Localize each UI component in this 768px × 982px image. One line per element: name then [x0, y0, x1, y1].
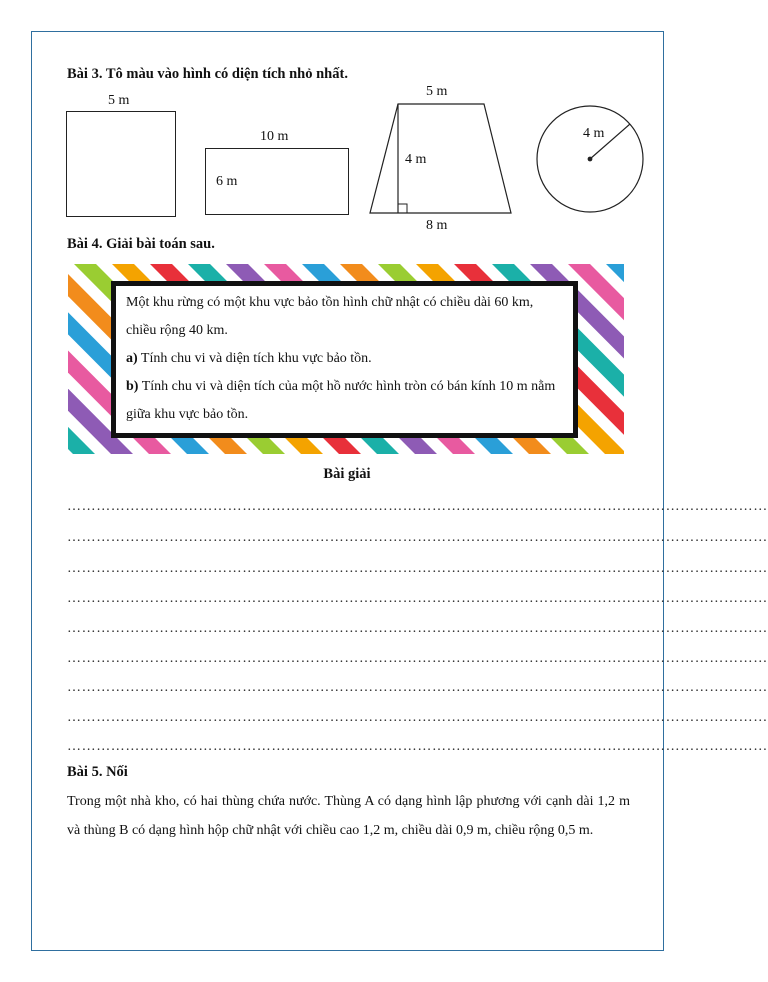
part-b-text: Tính chu vi và diện tích của một hồ nước hình tròn có bán kính 10 m nằm giữa khu vực bảo tồn.: [126, 379, 556, 422]
answer-line-2[interactable]: ………………………………………………………………………………………………………………………………: [67, 530, 768, 545]
rect-width-label: 10 m: [260, 129, 289, 144]
square-shape[interactable]: [66, 111, 176, 217]
circle-shape[interactable]: [535, 104, 645, 214]
bai5-paragraph: Trong một nhà kho, có hai thùng chứa nước. Thùng A có dạng hình lập phương với cạnh dài 1,2 m và thùng B có dạng hình hộp chữ nhật với chiều cao 1,2 m, chiều dài 0,9 m, chiều rộng 0,5 m.: [67, 794, 630, 838]
problem-box: [111, 281, 578, 438]
part-b-prefix: b): [126, 379, 139, 394]
trap-top-label: 5 m: [426, 84, 448, 99]
trap-bottom-label: 8 m: [426, 218, 448, 233]
circle-radius-label: 4 m: [583, 126, 605, 141]
square-side-label: 5 m: [108, 93, 130, 108]
stripe: [0, 264, 19, 454]
answer-line-8[interactable]: ………………………………………………………………………………………………………………………………: [67, 710, 768, 725]
stripe: [758, 264, 768, 454]
part-a-text: Tính chu vi và diện tích khu vực bảo tồn.: [137, 351, 372, 366]
answer-line-4[interactable]: ………………………………………………………………………………………………………………………………: [67, 591, 768, 606]
answer-line-9[interactable]: ………………………………………………………………………………………………………………………………: [67, 739, 768, 754]
problem-statement: Một khu rừng có một khu vực bảo tồn hình chữ nhật có chiều dài 60 km, chiều rộng 40 km.: [126, 295, 534, 338]
answer-line-5[interactable]: ………………………………………………………………………………………………………………………………: [67, 621, 768, 636]
bai3-title: Bài 3. Tô màu vào hình có diện tích nhỏ nhất.: [67, 66, 348, 82]
rect-height-label: 6 m: [216, 174, 238, 189]
trapezoid-shape[interactable]: [368, 102, 514, 216]
solution-heading: Bài giải: [323, 466, 371, 482]
answer-line-6[interactable]: ………………………………………………………………………………………………………………………………: [67, 651, 768, 666]
part-a-prefix: a): [126, 351, 138, 366]
answer-line-1[interactable]: ………………………………………………………………………………………………………………………………: [67, 499, 768, 514]
part-a: [126, 345, 566, 373]
bai4-title: Bài 4. Giải bài toán sau.: [67, 236, 215, 252]
trap-height-label: 4 m: [405, 152, 427, 167]
stripe: [720, 264, 768, 454]
answer-line-7[interactable]: ………………………………………………………………………………………………………………………………: [67, 680, 768, 695]
part-b: [126, 373, 566, 429]
stripe: [682, 264, 768, 454]
answer-line-3[interactable]: ………………………………………………………………………………………………………………………………: [67, 561, 768, 576]
bai5-title: Bài 5. Nối: [67, 764, 128, 780]
